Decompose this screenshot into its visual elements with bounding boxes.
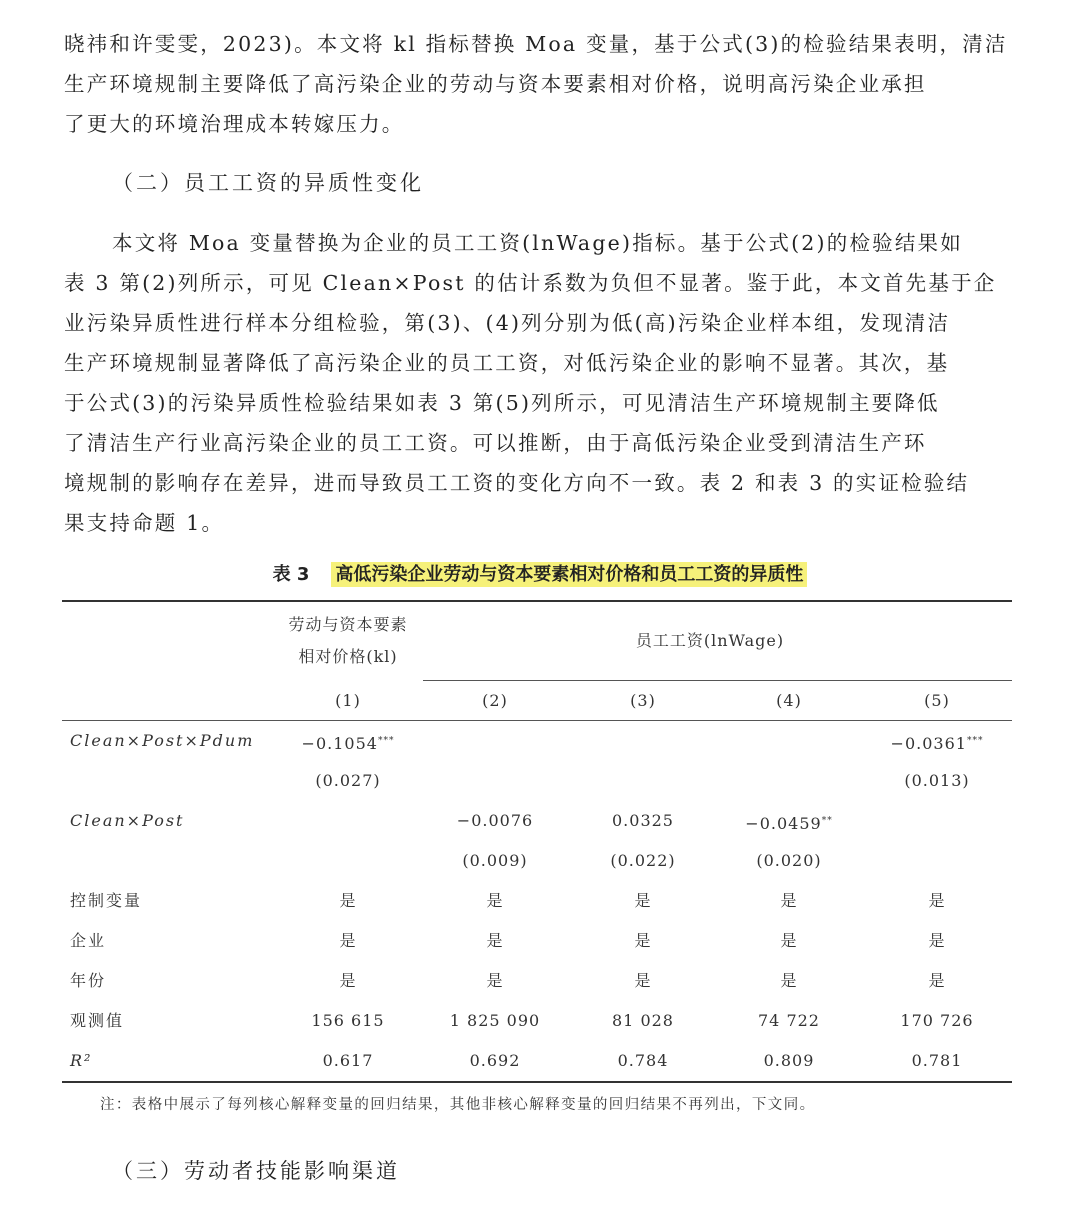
table-cell: 是: [339, 971, 357, 990]
table-title: [0, 560, 1080, 590]
row-label-did: Clean×Post: [70, 811, 185, 830]
table-cell: 是: [339, 891, 357, 910]
table-cell: 74 722: [758, 1011, 820, 1030]
text-line: 本文将 Moa 变量替换为企业的员工工资(lnWage)指标。基于公式(2)的检验结果如: [112, 231, 963, 255]
table-cell: 是: [634, 971, 652, 990]
table-cell: 是: [780, 931, 798, 950]
paragraph-wage: [64, 223, 1014, 543]
table-number: 表 3: [272, 564, 310, 585]
text-line: 表 3 第(2)列所示，可见 Clean×Post 的估计系数为负但不显著。鉴于此，本文首先基于企: [64, 271, 997, 295]
col-header-3: (3): [630, 691, 656, 710]
table-cell: 是: [486, 971, 504, 990]
text-line: 于公式(3)的污染异质性检验结果如表 3 第(5)列所示，可见清洁生产环境规制主要降低: [64, 391, 940, 415]
paragraph-intro: [64, 24, 1014, 144]
table-cell: 是: [634, 891, 652, 910]
table-note: 注：表格中展示了每列核心解释变量的回归结果，其他非核心解释变量的回归结果不再列出，下文同。: [100, 1097, 816, 1113]
table-cell: 是: [486, 891, 504, 910]
row-label-triple: Clean×Post×Pdum: [70, 731, 255, 750]
col-header-2: (2): [482, 691, 508, 710]
text-line: 晓祎和许雯雯，2023)。本文将 kl 指标替换 Moa 变量，基于公式(3)的检验结果表明，清洁: [64, 32, 1008, 56]
text-line: 业污染异质性进行样本分组检验，第(3)、(4)列分别为低(高)污染企业样本组，发现清洁: [64, 311, 951, 335]
table-cell: 是: [486, 931, 504, 950]
section-heading: （三）劳动者技能影响渠道: [112, 1159, 400, 1183]
text-line: 了清洁生产行业高污染企业的员工工资。可以推断，由于高低污染企业受到清洁生产环: [64, 431, 927, 455]
table-title-text: 高低污染企业劳动与资本要素相对价格和员工工资的异质性: [331, 562, 807, 587]
col-header-1: (1): [335, 691, 361, 710]
se-did-3: (0.022): [610, 851, 676, 870]
table-cell: 0.784: [617, 1051, 669, 1070]
section-heading: （二）员工工资的异质性变化: [112, 171, 424, 195]
table-cell: 是: [928, 931, 946, 950]
coef-did-3: 0.0325: [612, 811, 674, 830]
se-triple-5: (0.013): [904, 771, 970, 790]
table-cell: 是: [339, 931, 357, 950]
table-top-rule: [62, 600, 1012, 602]
row-label-firm: 企业: [70, 931, 107, 950]
row-label-controls: 控制变量: [70, 891, 143, 910]
se-did-4: (0.020): [756, 851, 822, 870]
table-cell: 1 825 090: [449, 1011, 541, 1030]
coef-did-4: −0.0459**: [745, 814, 833, 833]
coef-triple-5: −0.0361***: [890, 734, 984, 753]
text-line: 了更大的环境治理成本转嫁压力。: [64, 112, 405, 136]
text-line: 境规制的影响存在差异，进而导致员工工资的变化方向不一致。表 2 和表 3 的实证检验结: [64, 471, 970, 495]
table-cell: 0.809: [763, 1051, 815, 1070]
table-cell: 是: [928, 971, 946, 990]
table-cell: 81 028: [612, 1011, 674, 1030]
col-header-4: (4): [776, 691, 802, 710]
table-cell: 170 726: [900, 1011, 974, 1030]
table-cell: 0.781: [911, 1051, 963, 1070]
header-wage: 员工工资(lnWage): [635, 631, 785, 650]
text-line: 果支持命题 1。: [64, 511, 225, 535]
se-triple-1: (0.027): [315, 771, 381, 790]
table-cell: 0.692: [469, 1051, 521, 1070]
table-cell: 是: [780, 891, 798, 910]
header-kl-line1: 劳动与资本要素: [288, 615, 408, 634]
row-label-obs: 观测值: [70, 1011, 125, 1030]
coef-did-2: −0.0076: [456, 811, 534, 830]
table-cell: 是: [928, 891, 946, 910]
text-line: 生产环境规制显著降低了高污染企业的员工工资，对低污染企业的影响不显著。其次，基: [64, 351, 950, 375]
table-group-rule: [423, 680, 1012, 681]
se-did-2: (0.009): [462, 851, 528, 870]
table-header-rule: [62, 720, 1012, 721]
table-cell: 是: [634, 931, 652, 950]
text-line: 生产环境规制主要降低了高污染企业的劳动与资本要素相对价格，说明高污染企业承担: [64, 72, 927, 96]
row-label-r2: R²: [70, 1051, 93, 1070]
col-header-5: (5): [924, 691, 950, 710]
header-kl-line2: 相对价格(kl): [298, 647, 398, 666]
coef-triple-1: −0.1054***: [301, 734, 395, 753]
table-cell: 是: [780, 971, 798, 990]
table-cell: 0.617: [322, 1051, 374, 1070]
table-cell: 156 615: [311, 1011, 385, 1030]
row-label-year: 年份: [70, 971, 107, 990]
table-bottom-rule: [62, 1081, 1012, 1083]
